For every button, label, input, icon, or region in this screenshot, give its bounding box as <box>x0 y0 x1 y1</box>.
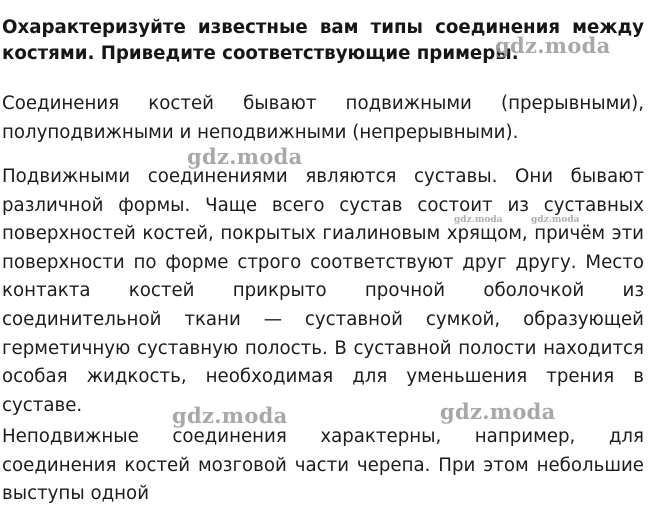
answer-paragraph-movable-joints: Подвижными соединениями являются суставы. Они бывают различной формы. Чаще всего сустав состоит из суставных поверхностей костей, покрытых гиалиновым хрящом, причём эти поверхности по форме строго соответствуют друг другу. Место контакта костей прикрыто прочной оболочкой из соединительной ткани — суставной сумкой, образующей герметичную суставную полость. В суставной полости находится особая жидкость, необходимая для уменьшения трения в суставе. <box>2 166 644 416</box>
answer-paragraph-immovable-joints: Неподвижные соединения характерны, например, для соединения костей мозговой части черепа. При этом небольшие выступы одной <box>2 426 644 505</box>
answer-paragraph-types: Соединения костей бывают подвижными (прерывными), полуподвижными и неподвижными (непрерывными). <box>2 93 644 143</box>
watermark-small: gdz.moda <box>531 215 580 225</box>
watermark: gdz.moda <box>495 33 611 58</box>
watermark-small: gdz.moda <box>454 215 503 225</box>
watermark: gdz.moda <box>187 144 303 169</box>
watermark: gdz.moda <box>440 399 556 424</box>
watermark: gdz.moda <box>172 403 288 428</box>
question-heading: Охарактеризуйте известные вам типы соединения между костями. Приведите соответствующие примеры. <box>2 17 644 64</box>
